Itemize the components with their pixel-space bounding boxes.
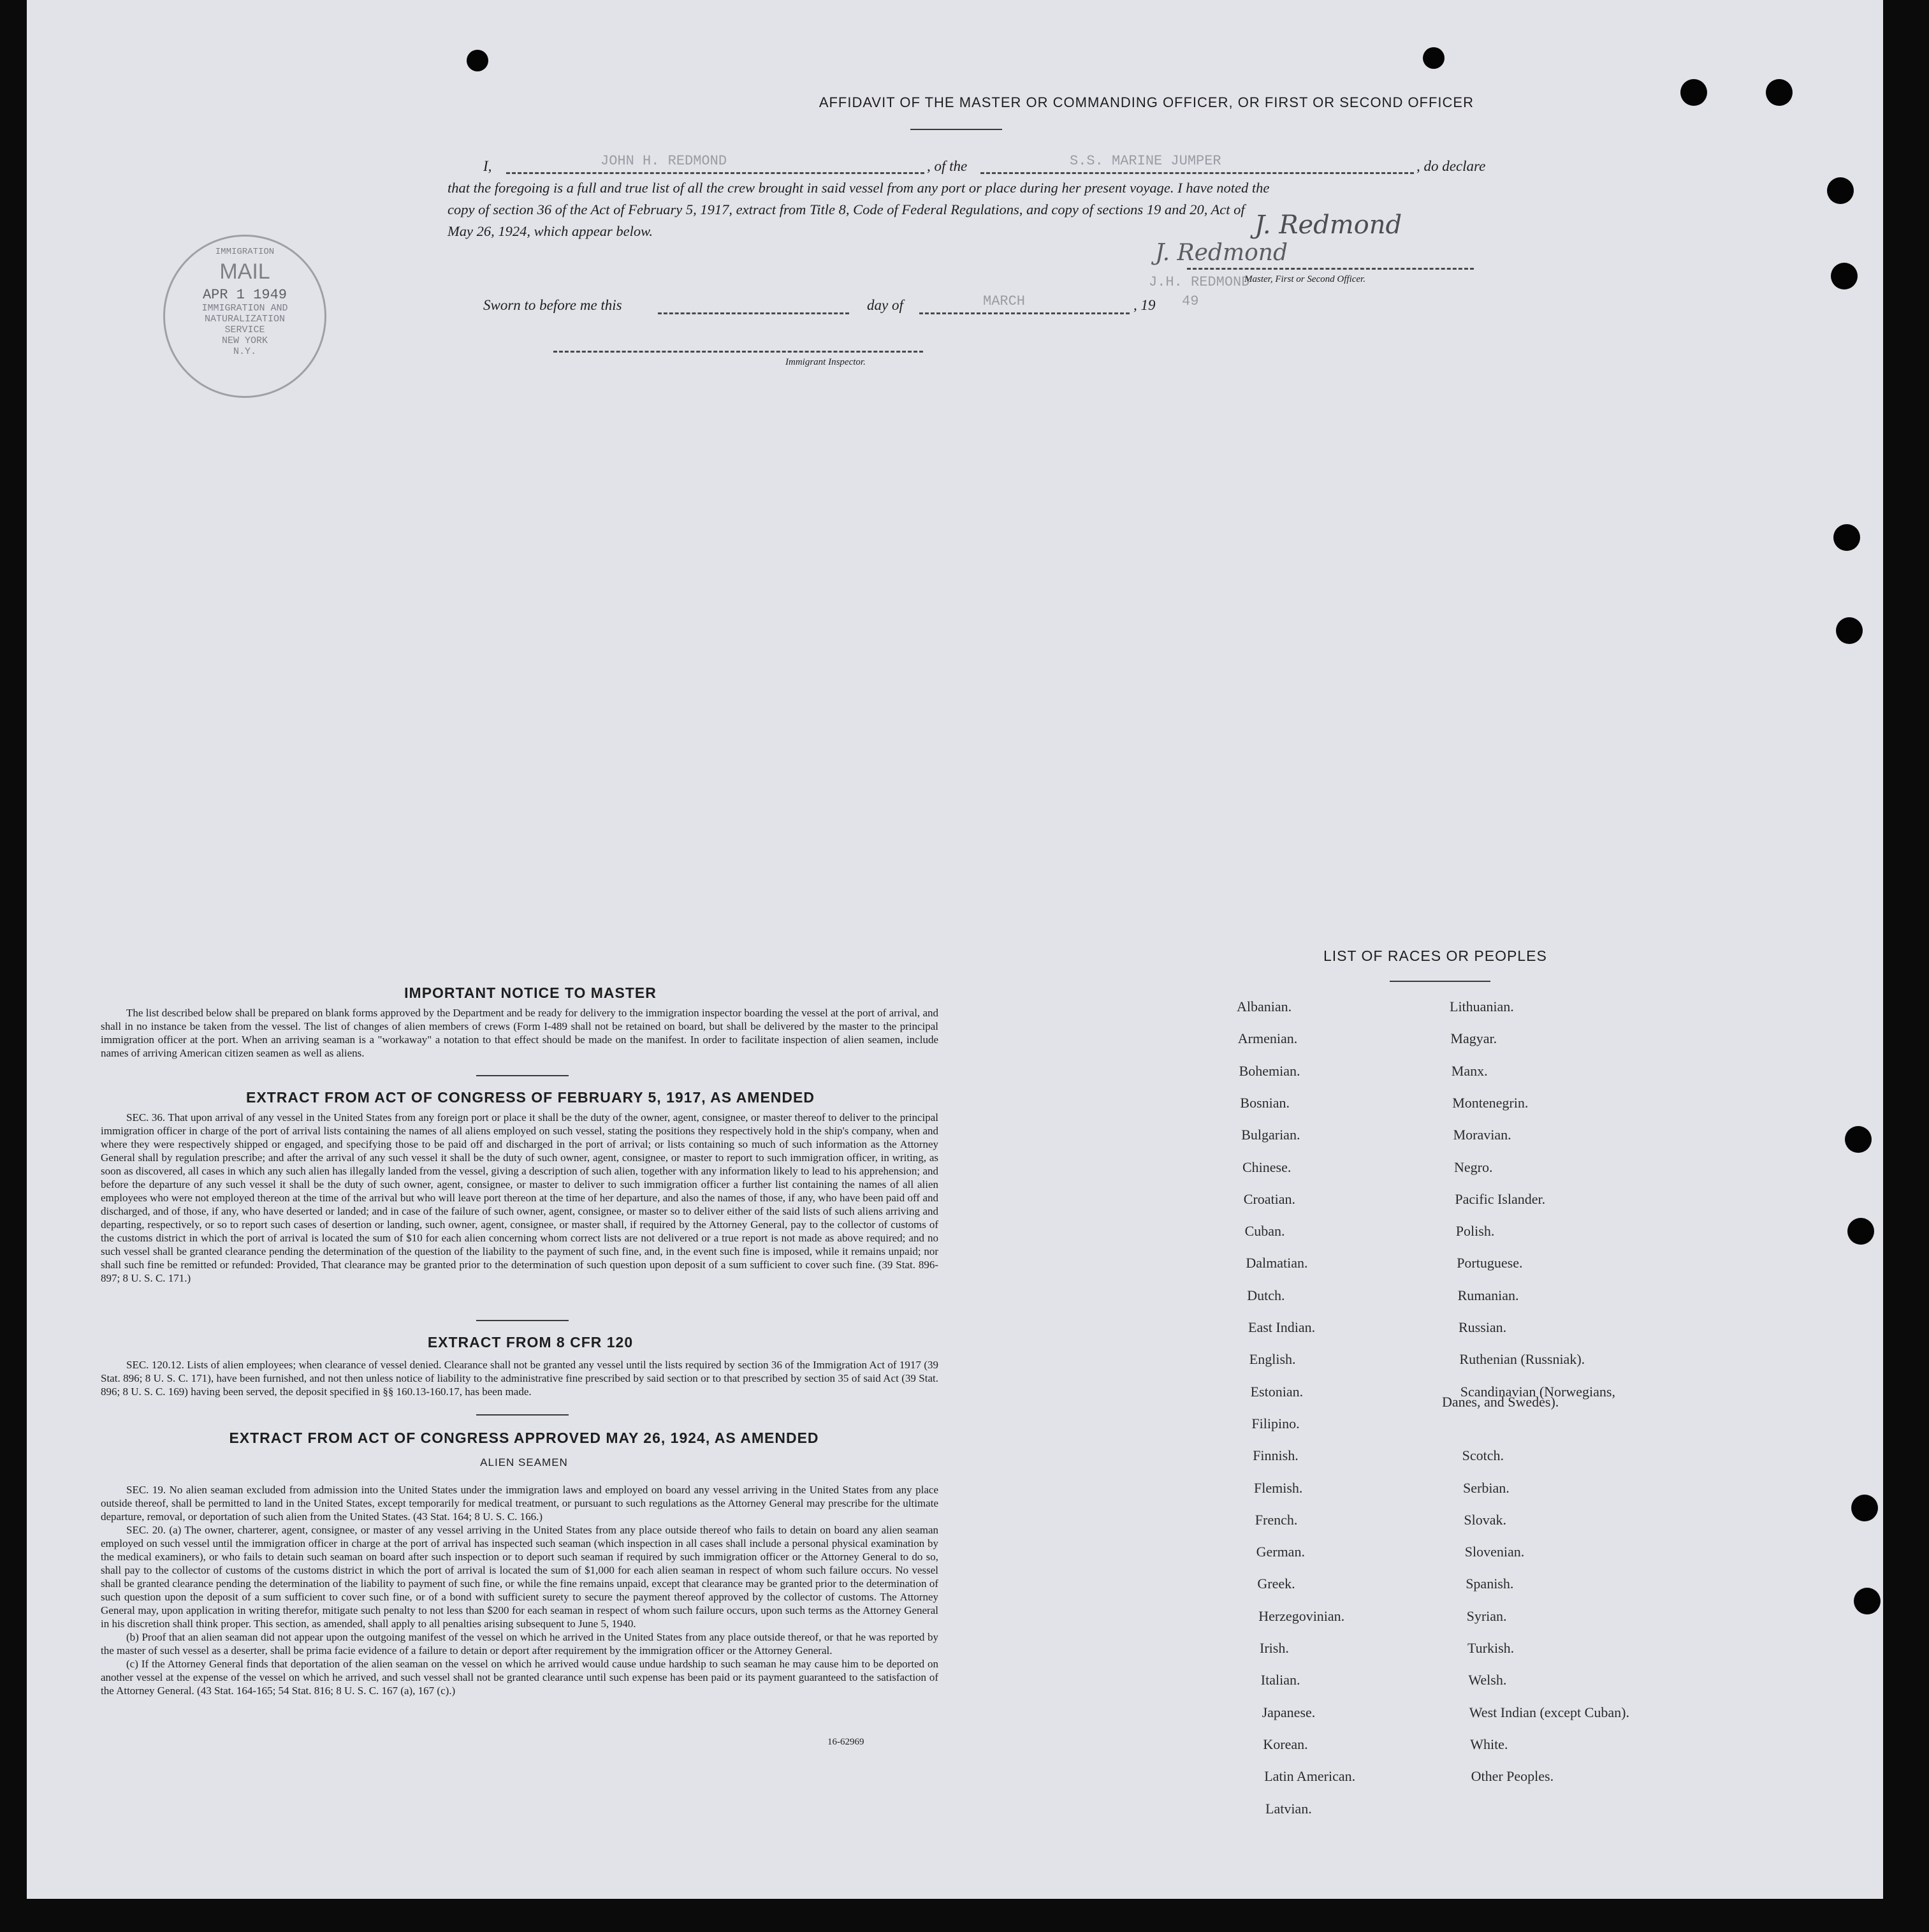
master-signature-stamp: J. Redmond [1155,240,1288,266]
race-item-continuation: Danes, and Swedes). [1442,1394,1559,1410]
form-number: 16-62969 [827,1737,864,1747]
of-the-label: , of the [927,158,968,174]
day-of-label: day of [867,297,903,313]
punch-hole [1833,524,1860,551]
race-item: Croatian. [1243,1190,1296,1207]
race-item: Finnish. [1253,1447,1299,1464]
race-item: Negro. [1454,1159,1493,1175]
race-item: Moravian. [1453,1127,1511,1143]
race-item: Serbian. [1463,1479,1510,1496]
race-item: Spanish. [1466,1576,1514,1592]
race-item: Slovenian. [1464,1544,1525,1560]
divider [476,1320,569,1321]
received-stamp: IMMIGRATION MAIL APR 1 1949 IMMIGRATION AND NATURALIZATION SERVICE NEW YORK N.Y. [163,235,326,398]
race-item: Greek. [1257,1576,1295,1592]
year-prefix: , 19 [1133,297,1156,313]
sworn-day-blank [658,312,849,314]
extract-1924-title: EXTRACT FROM ACT OF CONGRESS APPROVED MAY 26, 1924, AS AMENDED [229,1430,819,1446]
document-page [27,0,1883,1899]
extract-1917-body: SEC. 36. That upon arrival of any vessel in the United States from any foreign port or place it shall be the duty of the owner, agent, consignee, or master thereof to deliver to the principal immigration officer in charge of the port of arrival lists containing the names of all aliens employed on such vessel, stating the positions they respectively hold in the ship's company, when and where they were respectively shipped or engaged, and specifying those to be paid off and discharged in the port of arrival; or lists containing so much of such information as the Attorney General shall by regulation prescribe; and after the arrival of any such vessel it shall be the duty of such owner, agent, consignee, or master to report to such immigration officer, in writing, as soon as discovered, all cases in which any such alien has illegally landed from the vessel, giving a description of such alien, together with any information likely to lead to his apprehension; and before the departure of any such vessel it shall be the duty of such owner, agent, consignee, or master to deliver to such immigration officer a further list containing the names of all alien employees who were not employed thereon at the time of the arrival but who will leave port thereon at the time of her departure, and also the names of those, if any, who have been paid off and discharged, and of those, if any, who have deserted or landed; and in case of the failure of such owner, agent, consignee, or master so to deliver either of the said lists of such aliens arriving and departing, respectively, or so to report such cases of desertion or landing, such owner, agent, consignee, or master shall, if required by the Attorney General, pay to the collector of customs of the customs district in which the port of arrival is located the sum of $10 for each alien concerning whom correct lists are not delivered or a true report is not made as above required; and no such vessel shall be granted clearance pending the determination of the question of the liability to the payment of such fine, and, in the event such fine is imposed, while it remains unpaid; nor shall such fine be remitted or refunded: Provided, That clearance may be granted prior to the determination of such question upon deposit of a sum sufficient to cover such fine. (39 Stat. 896-897; 8 U. S. C. 171.) [101,1111,938,1284]
extract-1917-title: EXTRACT FROM ACT OF CONGRESS OF FEBRUARY 5, 1917, AS AMENDED [246,1089,815,1106]
punch-hole [467,50,488,71]
race-item: Korean. [1263,1736,1308,1752]
affidavit-i-label: I, [483,158,492,174]
divider [476,1414,569,1416]
race-item: Bosnian. [1240,1094,1290,1111]
race-item: White. [1470,1736,1508,1752]
punch-hole [1766,79,1793,106]
inspector-caption: Immigrant Inspector. [785,357,866,367]
race-item: Slovak. [1464,1511,1507,1528]
sworn-label: Sworn to before me this [483,297,622,313]
punch-hole [1827,177,1854,204]
inspector-signature-blank [553,351,923,353]
race-item: Polish. [1455,1223,1495,1240]
race-item: Armenian. [1237,1030,1298,1047]
extract-cfr-body: SEC. 120.12. Lists of alien employees; when clearance of vessel denied. Clearance shall not be granted any vessel until the lists required by section 36 of the Immigration Act of 1917 (39 Stat. 896; 8 U. S. C. 171), have been furnished, and not then unless notice of liability to the administrative fine prescribed by said section or to that prescribed by section 35 of said Act (39 Stat. 896; 8 U. S. C. 169) having been served, the deposit specified in §§ 160.13-160.17, has been made. [101,1359,938,1398]
notice-title: IMPORTANT NOTICE TO MASTER [404,984,657,1001]
vessel-name: S.S. MARINE JUMPER [1070,153,1221,169]
notice-body: The list described below shall be prepared on blank forms approved by the Department and be ready for delivery to the immigration inspector boarding the vessel at the port of arrival, and shall in no instance be taken from the vessel. The list of changes of alien members of crews (Form I-489 shall not be retained on board, but shall be delivered by the master to the principal immigration officer at the port. When an arriving seaman is a "workaway" a notation to that effect should be made on the manifest. In order to facilitate inspection of alien seamen, include names of arriving American citizen seamen as well as aliens. [101,1007,938,1059]
affidavit-line-4: May 26, 1924, which appear below. [448,223,653,239]
year-suffix: 49 [1182,293,1199,309]
punch-hole [1845,1126,1872,1153]
race-item: West Indian (except Cuban). [1469,1704,1629,1720]
race-item: Magyar. [1450,1030,1497,1047]
master-signature: J. Redmond [1255,210,1402,240]
race-item: Manx. [1451,1062,1488,1079]
race-item: Dutch. [1247,1287,1285,1303]
race-item: Chinese. [1242,1159,1292,1175]
master-signature-blank [1187,268,1474,270]
punch-hole [1680,79,1707,106]
race-item: Flemish. [1254,1479,1303,1496]
race-item: Italian. [1260,1672,1300,1688]
extract-cfr-title: EXTRACT FROM 8 CFR 120 [427,1334,634,1350]
punch-hole [1836,617,1863,644]
sec-20a-paragraph: SEC. 20. (a) The owner, charterer, agent, consignee, or master of any vessel arriving in the United States from any place outside thereof who fails to detain on board any alien seaman employed on such vessel until the immigration officer in charge at the port of arrival has inspected such seaman (which inspection in all cases shall include a personal physical examination by the medical examiners), or who fails to detain such seaman on board after such inspection or to deport such seaman if required by such immigration officer or the Attorney General to do so, shall pay to the collector of customs of the customs district in which the port of arrival is located the sum of $1,000 for each alien seaman in respect of whom such failure occurs. No vessel shall be granted clearance pending the determination of the liability to payment of such fine, or while the fine remains unpaid, except that clearance may be granted prior to the determination of such question upon the deposit of a sum sufficient to cover such fine, or of a bond with sufficient surety to secure the payment thereof approved by the collector of customs. The Attorney General may, upon application in writing therefor, mitigate such penalty to not less than $200 for each seaman in respect of whom such failure occurs, upon such terms as the Attorney General in his discretion shall think proper. This section, as amended, shall apply to all penalties arising subsequent to June 5, 1940. [101,1524,938,1630]
master-caption: Master, First or Second Officer. [1244,274,1365,284]
declarant-name: JOHN H. REDMOND [601,153,727,169]
affidavit-title: AFFIDAVIT OF THE MASTER OR COMMANDING OFFICER, OR FIRST OR SECOND OFFICER [819,94,1474,110]
do-declare-label: , do declare [1416,158,1486,174]
race-item: Bulgarian. [1241,1127,1300,1143]
punch-hole [1831,263,1858,289]
race-item: Filipino. [1251,1415,1300,1431]
vessel-blank [980,172,1414,174]
race-item: Russian. [1459,1319,1507,1335]
punch-hole [1851,1495,1878,1521]
race-item: Portuguese. [1457,1255,1523,1271]
race-item: Scandinavian (Norwegians, [1460,1383,1615,1400]
race-item: Latin American. [1264,1768,1356,1785]
title-underline [910,129,1002,130]
sec-20c-paragraph: (c) If the Attorney General finds that deportation of the alien seaman on the vessel on which he arrived would cause undue hardship to such seaman he may cause him to be deported on another vessel at the expense of the vessel on which he arrived, and such vessel shall not be granted clearance until such expense has been paid or its payment guaranteed to the satisfaction of the Attorney General. (43 Stat. 164-165; 54 Stat. 816; 8 U. S. C. 167 (a), 167 (c).) [101,1658,938,1697]
race-item: Latvian. [1265,1800,1312,1817]
race-item: Bohemian. [1239,1062,1300,1079]
race-item: Lithuanian. [1450,999,1514,1014]
race-item: English. [1249,1351,1296,1368]
race-item: Turkish. [1467,1640,1515,1656]
race-item: Herzegovinian. [1258,1607,1345,1624]
race-item: Syrian. [1466,1607,1507,1624]
divider [476,1075,569,1076]
races-title: LIST OF RACES OR PEOPLES [1323,948,1547,964]
extract-1924-subtitle: ALIEN SEAMEN [480,1456,568,1468]
race-item: Estonian. [1250,1383,1304,1400]
race-item: Dalmatian. [1246,1255,1308,1271]
race-item: Other Peoples. [1471,1768,1554,1785]
race-item: Welsh. [1468,1672,1507,1688]
punch-hole [1847,1218,1874,1245]
master-typed-name: J.H. REDMOND [1149,274,1250,290]
races-title-underline [1390,981,1490,982]
sec-20b-paragraph: (b) Proof that an alien seaman did not appear upon the outgoing manifest of the vessel on which he arrived in the United States from any place outside thereof, or that he was reported by the master of such vessel as a deserter, shall be prima facie evidence of a failure to detain or deport after requirement by the immigration officer or the Attorney General. [101,1631,938,1657]
sec-19-paragraph: SEC. 19. No alien seaman excluded from admission into the United States under the immigration laws and employed on board any vessel arriving in the United States from any place outside thereof, shall be permitted to land in the United States, except temporarily for medical treatment, or pursuant to such regulations as the Attorney General may prescribe for the ultimate departure, removal, or deportation of such alien from the United States. (43 Stat. 164; 8 U. S. C. 166.) [101,1484,938,1523]
declarant-blank [506,172,924,174]
race-item: Ruthenian (Russniak). [1459,1351,1585,1368]
punch-hole [1854,1588,1881,1614]
sworn-month: MARCH [983,293,1026,309]
race-item: Irish. [1260,1640,1289,1656]
extract-1924-body [101,1483,938,1697]
race-item: French. [1255,1511,1298,1528]
race-item: Montenegrin. [1452,1094,1529,1111]
affidavit-line-3: copy of section 36 of the Act of February 5, 1917, extract from Title 8, Code of Federal Regulations, and copy of sections 19 and 20, Act of [448,201,1245,217]
race-item: Rumanian. [1457,1287,1519,1303]
affidavit-line-2: that the foregoing is a full and true list of all the crew brought in said vessel from any port or place during her present voyage. I have noted the [448,180,1270,196]
race-item: German. [1256,1544,1305,1560]
punch-hole [1423,47,1445,69]
sworn-month-blank [919,312,1130,314]
race-item: East Indian. [1248,1319,1316,1335]
race-item: Albanian. [1237,999,1292,1014]
race-item: Pacific Islander. [1455,1190,1546,1207]
race-item: Japanese. [1262,1704,1316,1720]
race-item: Cuban. [1244,1223,1285,1240]
race-item: Scotch. [1462,1447,1504,1464]
